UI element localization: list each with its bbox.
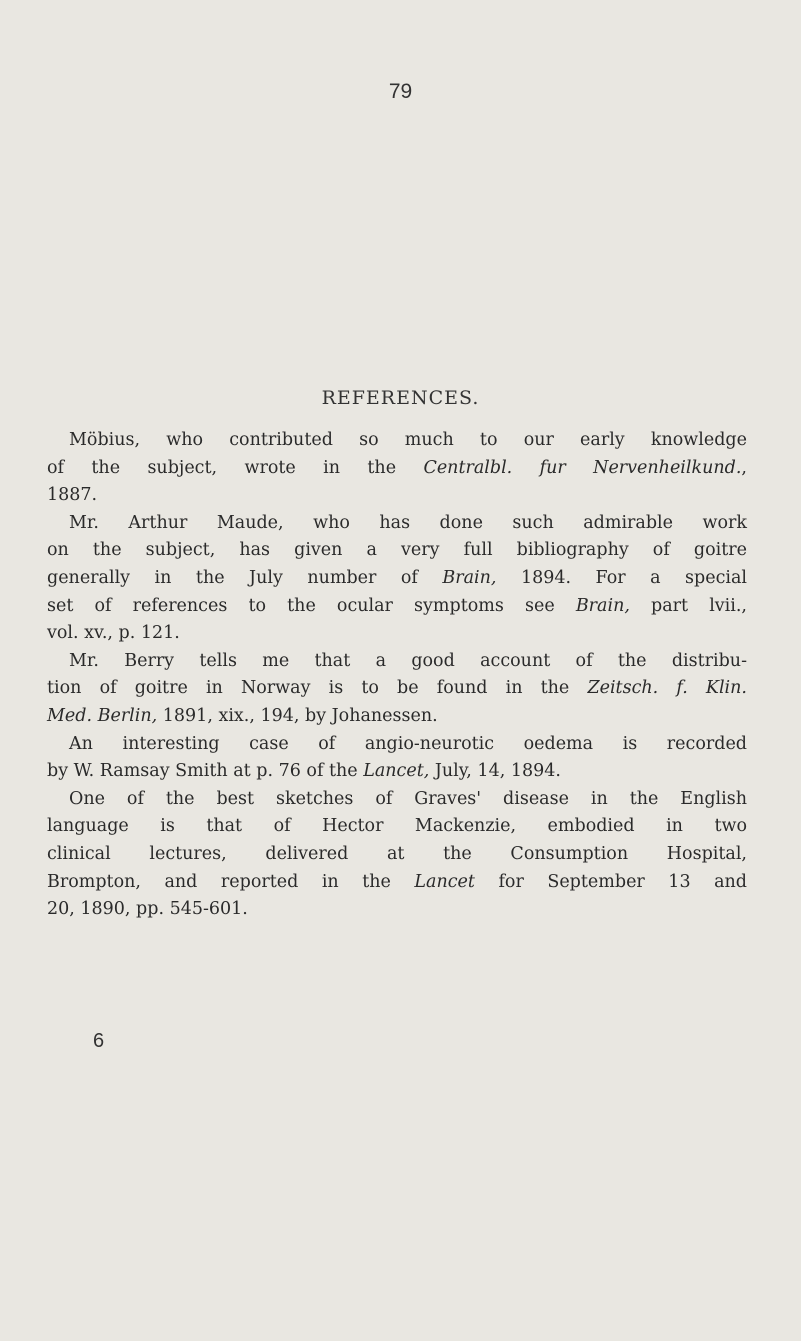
- text-segment: vol. xv., p. 121.: [47, 623, 180, 644]
- reference-paragraph: [47, 731, 747, 786]
- references-heading: REFERENCES.: [321, 387, 480, 409]
- text-line: [47, 620, 747, 648]
- text-line: [47, 758, 747, 786]
- text-line: [47, 482, 747, 510]
- text-line: [47, 648, 747, 676]
- text-segment: 20, 1890, pp. 545-601.: [47, 899, 248, 920]
- italic-title: Lancet,: [363, 761, 430, 782]
- reference-paragraph: [47, 648, 747, 731]
- text-segment: July, 14, 1894.: [429, 761, 561, 782]
- text-segment: An interesting case of angio-neurotic oedema is recorded: [69, 733, 747, 754]
- text-line: [47, 841, 747, 869]
- italic-title: Med. Berlin,: [47, 705, 158, 726]
- text-segment: part lvii.,: [629, 595, 747, 616]
- text-segment: for September 13 and: [474, 871, 748, 892]
- text-segment: ,: [741, 457, 747, 478]
- text-line: [47, 510, 747, 538]
- text-line: [47, 786, 747, 814]
- text-segment: generally in the July number of: [47, 567, 443, 588]
- text-segment: 1887.: [47, 485, 98, 506]
- text-line: [47, 537, 747, 565]
- text-segment: 1891, xix., 194, by Johanessen.: [157, 705, 438, 726]
- italic-title: Centralbl. fur Nervenheilkund.: [423, 457, 742, 478]
- text-segment: One of the best sketches of Graves' disease in the English: [69, 788, 747, 809]
- text-line: [47, 869, 747, 897]
- reference-paragraph: [47, 510, 747, 648]
- text-segment: by W. Ramsay Smith at p. 76 of the: [47, 761, 364, 782]
- text-line: [47, 896, 747, 924]
- text-segment: language is that of Hector Mackenzie, embodied in two: [47, 816, 747, 837]
- text-segment: 1894. For a special: [496, 567, 748, 588]
- text-line: [47, 427, 747, 455]
- text-segment: Mr. Arthur Maude, who has done such admirable work: [69, 512, 747, 533]
- text-line: [47, 813, 747, 841]
- text-segment: clinical lectures, delivered at the Consumption Hospital,: [47, 843, 747, 864]
- reference-paragraph: [47, 427, 747, 510]
- text-segment: Möbius, who contributed so much to our early knowledge: [69, 430, 747, 450]
- italic-title: Zeitsch. f. Klin.: [587, 678, 747, 699]
- text-segment: tion of goitre in Norway is to be found in the: [47, 678, 588, 699]
- italic-title: Brain,: [442, 567, 497, 588]
- text-line: [47, 565, 747, 593]
- text-segment: of the subject, wrote in the: [47, 457, 424, 478]
- text-segment: on the subject, has given a very full bibliography of goitre: [47, 540, 747, 561]
- text-segment: Brompton, and reported in the: [47, 871, 415, 892]
- text-line: [47, 455, 747, 483]
- text-segment: set of references to the ocular symptoms see: [47, 595, 576, 616]
- text-line: [47, 703, 747, 731]
- text-line: [47, 731, 747, 759]
- reference-paragraph: [47, 786, 747, 924]
- signature-mark: 6: [93, 1030, 105, 1052]
- italic-title: Brain,: [575, 595, 630, 616]
- text-line: [47, 675, 747, 703]
- italic-title: Lancet: [414, 871, 475, 892]
- text-line: [47, 593, 747, 621]
- text-segment: Mr. Berry tells me that a good account of the distribu-: [69, 650, 747, 671]
- references-body: [47, 427, 747, 924]
- page-number: 79: [388, 80, 413, 103]
